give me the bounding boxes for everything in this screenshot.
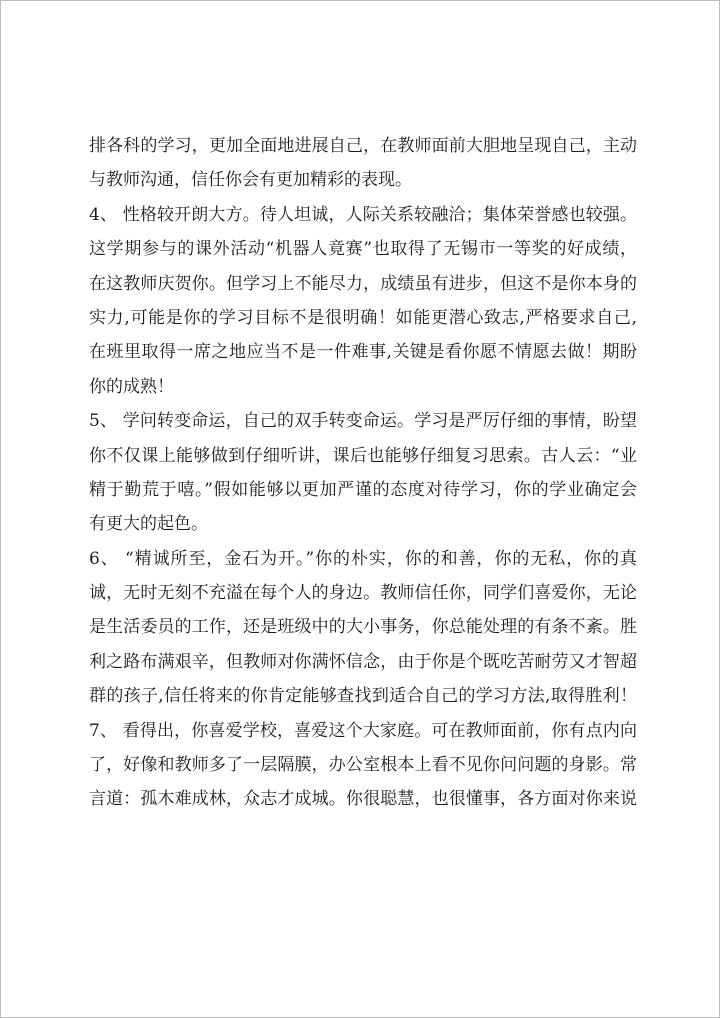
text-line: 与教师沟通，信任你会有更加精彩的表现。 — [89, 170, 412, 191]
text-line: 有更大的起色。 — [89, 514, 208, 535]
text-line: 了，好像和教师多了一层隔膜，办公室根本上看不见你问问题的身影。常 — [89, 755, 637, 776]
text-line: 是生活委员的工作，还是班级中的大小事务，你总能处理的有条不紊。胜 — [89, 617, 637, 638]
text-line: 4、 性格较开朗大方。待人坦诚，人际关系较融洽；集体荣誉感也较强。 — [89, 204, 637, 225]
text-line: 这学期参与的课外活动“机器人竟赛”也取得了无锡市一等奖的好成绩， — [89, 239, 637, 260]
text-line: 在这教师庆贺你。但学习上不能尽力，成绩虽有进步，但这不是你本身的 — [89, 273, 637, 294]
text-line: 7、 看得出，你喜爱学校，喜爱这个大家庭。可在教师面前，你有点内向 — [89, 720, 637, 741]
text-line: 群的孩子,信任将来的你肯定能够查找到适合自己的学习方法,取得胜利！ — [89, 686, 637, 707]
text-line: 利之路布满艰辛，但教师对你满怀信念，由于你是个既吃苦耐劳又才智超 — [89, 651, 637, 672]
text-line: 在班里取得一席之地应当不是一件难事,关键是看你愿不情愿去做！期盼 — [89, 342, 637, 363]
text-line: 排各科的学习，更加全面地进展自己，在教师面前大胆地呈现自己，主动 — [89, 136, 637, 156]
text-line: 你不仅课上能够做到仔细听讲，课后也能够仔细复习思索。古人云：“业 — [89, 445, 637, 466]
text-line: 诚，无时无刻不充溢在每个人的身边。教师信任你，同学们喜爱你，无论 — [89, 583, 637, 604]
text-line: 精于勤荒于嘻。”假如能够以更加严谨的态度对待学习，你的学业确定会 — [89, 479, 637, 500]
document-body — [89, 129, 637, 817]
text-line: 实力,可能是你的学习目标不是很明确！如能更潜心致志,严格要求自己, — [89, 307, 637, 328]
text-line: 言道：孤木难成林，众志才成城。你很聪慧，也很懂事，各方面对你来说 — [89, 789, 637, 810]
text-line: 你的成熟！ — [89, 376, 174, 397]
text-line: 6、 “精诚所至，金石为开。”你的朴实，你的和善，你的无私，你的真 — [89, 548, 637, 569]
text-line: 5、 学问转变命运，自己的双手转变命运。学习是严厉仔细的事情，盼望 — [89, 411, 637, 432]
